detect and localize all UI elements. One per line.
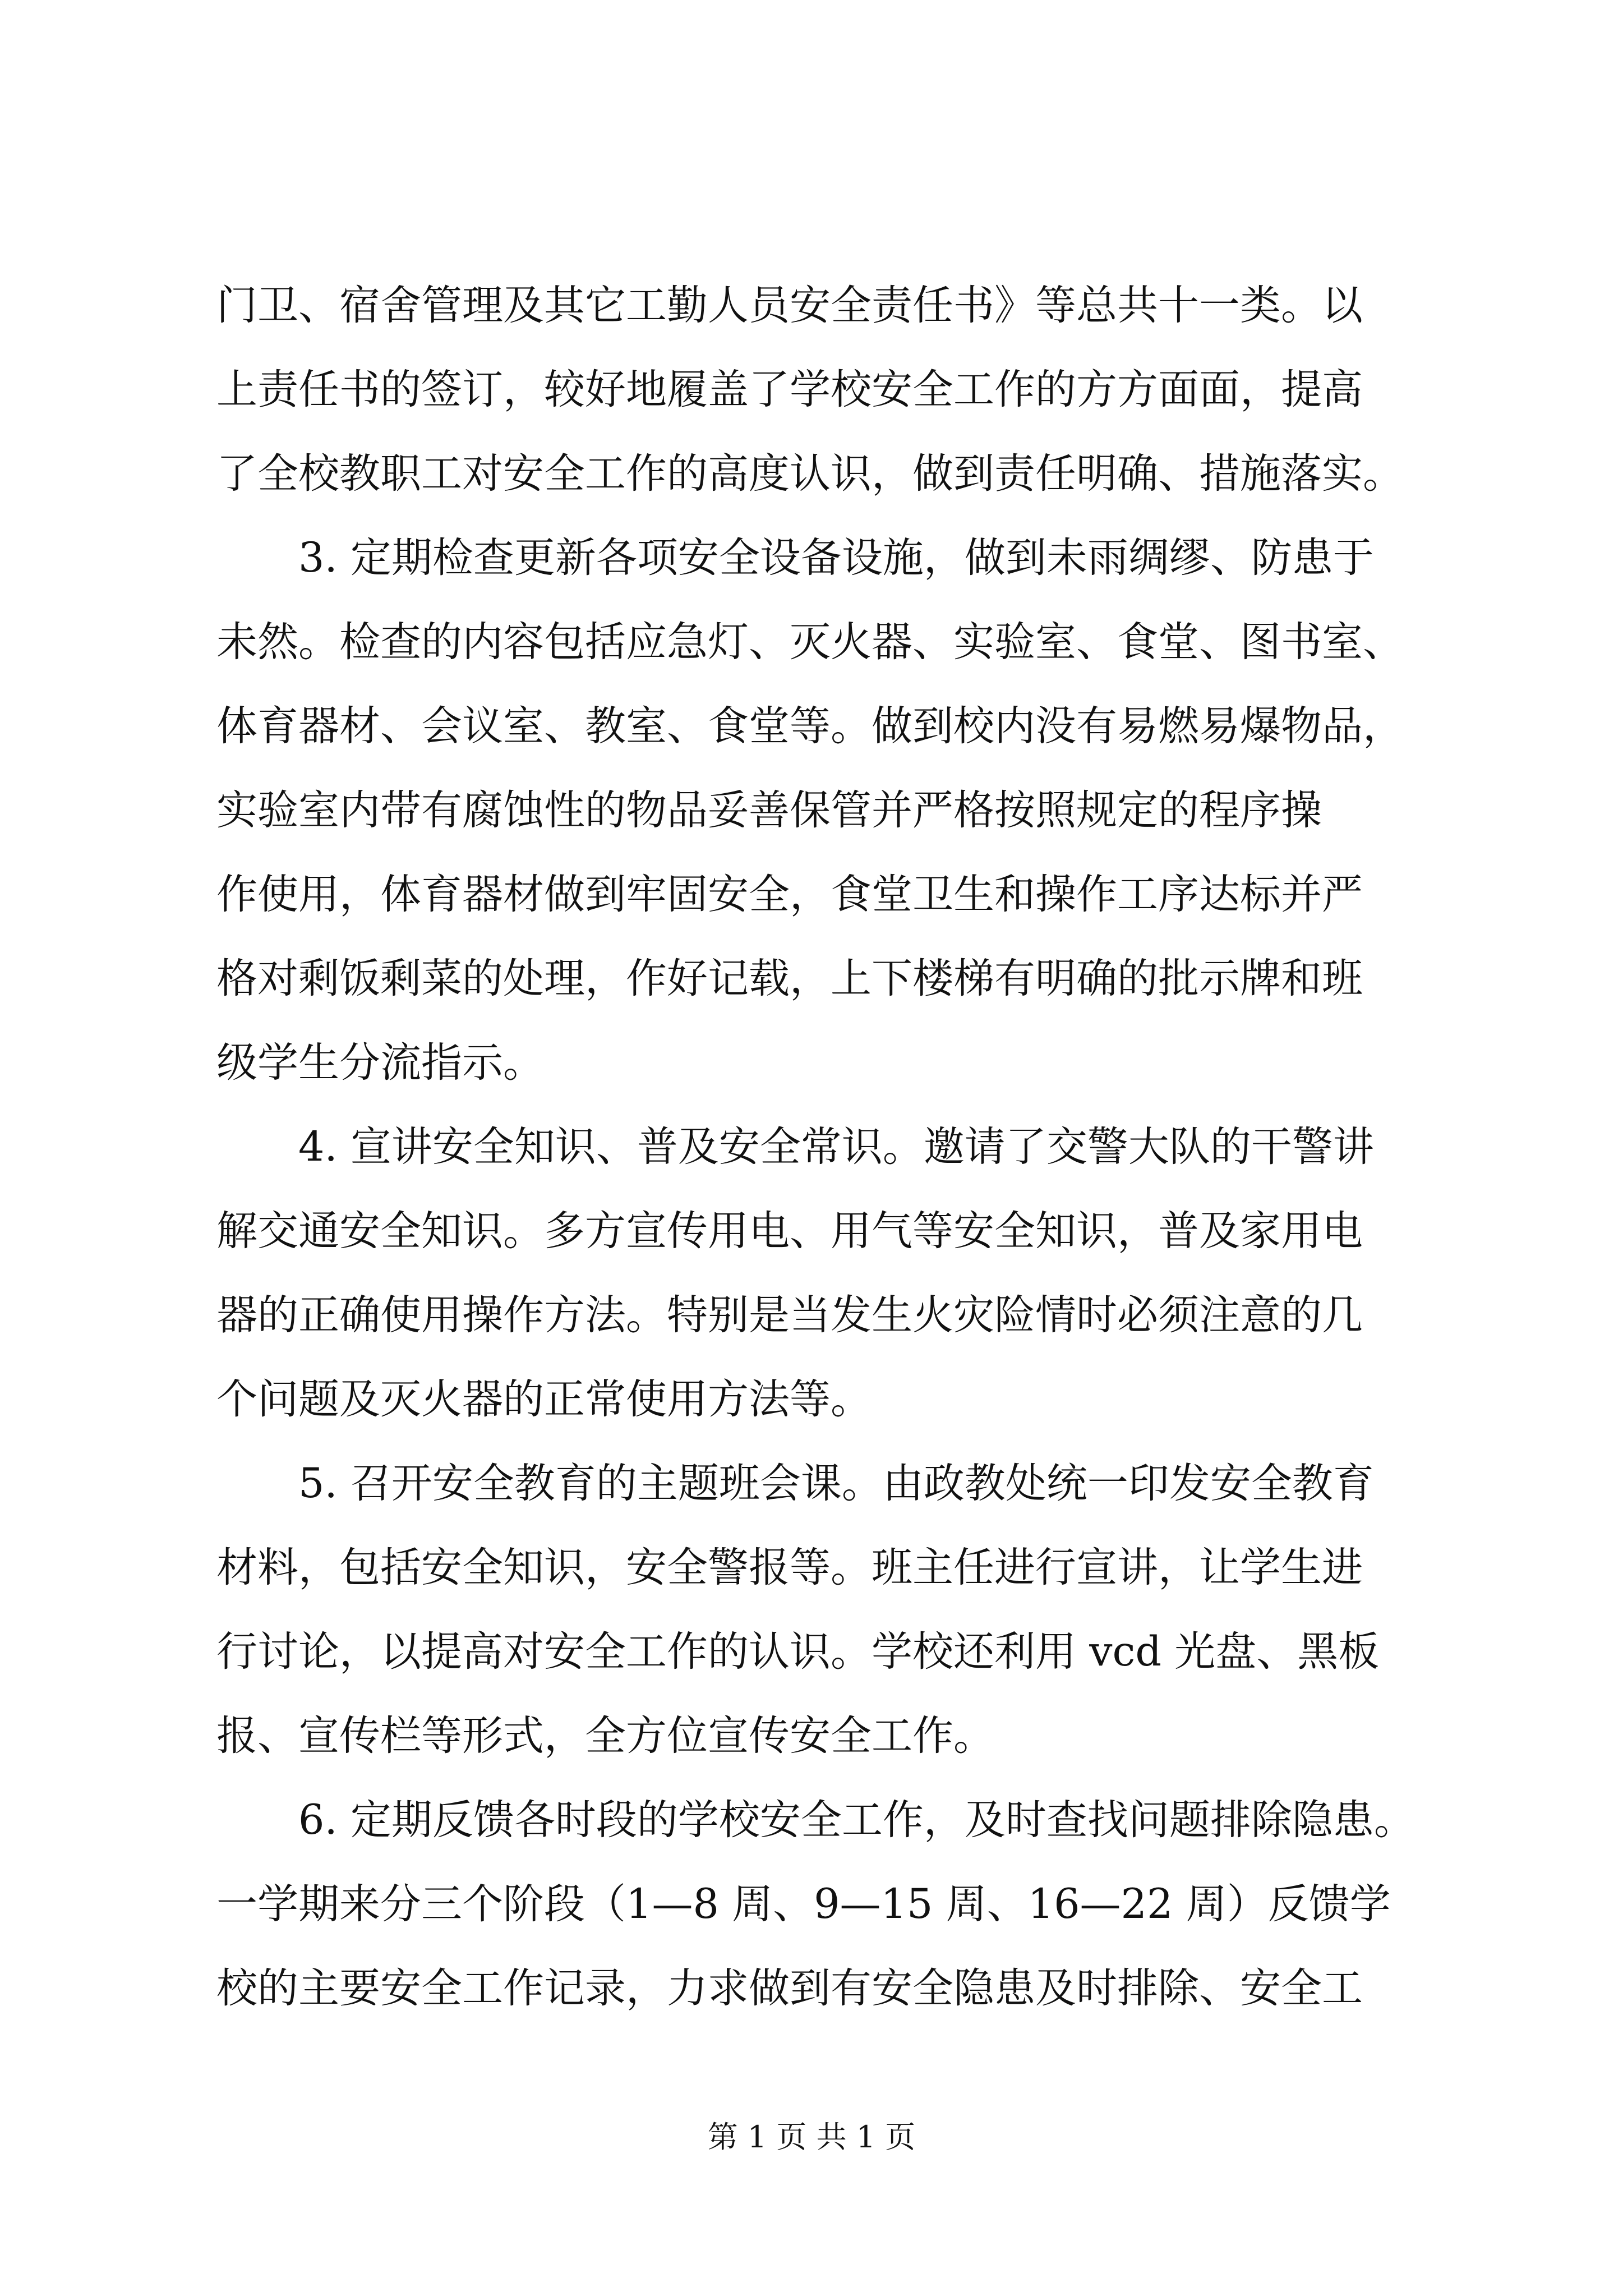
text-line: 个问题及灭火器的正常使用方法等。	[216, 1375, 872, 1423]
paragraph-5-start: 5. 召开安全教育的主题班会课。由政教处统一印发安全教育	[298, 1460, 1374, 1507]
paragraph-3-start: 3. 定期检查更新各项安全设备设施，做到未雨绸缪、防患于	[298, 534, 1374, 582]
page-footer: 第 1 页 共 1 页	[707, 2119, 916, 2155]
text-line: 报、宣传栏等形式，全方位宣传安全工作。	[216, 1712, 994, 1760]
paragraph-4-start: 4. 宣讲安全知识、普及安全常识。邀请了交警大队的干警讲	[298, 1123, 1374, 1171]
text-line: 体育器材、会议室、教室、食堂等。做到校内没有易燃易爆物品，	[216, 702, 1404, 750]
text-line: 行讨论，以提高对安全工作的认识。学校还利用 vcd 光盘、黑板	[216, 1628, 1380, 1676]
text-line: 级学生分流指示。	[216, 1039, 544, 1087]
text-line: 了全校教职工对安全工作的高度认识，做到责任明确、措施落实。	[216, 450, 1404, 498]
text-line: 实验室内带有腐蚀性的物品妥善保管并严格按照规定的程序操	[216, 786, 1322, 834]
text-line: 一学期来分三个阶段（1—8 周、9—15 周、16—22 周）反馈学	[216, 1880, 1391, 1928]
text-line: 校的主要安全工作记录，力求做到有安全隐患及时排除、安全工	[216, 1964, 1363, 2012]
text-line: 未然。检查的内容包括应急灯、灭火器、实验室、食堂、图书室、	[216, 618, 1404, 666]
text-line: 解交通安全知识。多方宣传用电、用气等安全知识，普及家用电	[216, 1207, 1363, 1255]
document-body	[216, 264, 1415, 2031]
text-line: 材料，包括安全知识，安全警报等。班主任进行宣讲，让学生进	[216, 1544, 1363, 1591]
text-line: 作使用，体育器材做到牢固安全，食堂卫生和操作工序达标并严	[216, 871, 1363, 918]
text-line: 上责任书的签订，较好地履盖了学校安全工作的方方面面，提高	[216, 366, 1363, 413]
text-line: 器的正确使用操作方法。特别是当发生火灾险情时必须注意的几	[216, 1291, 1363, 1339]
text-line: 格对剩饭剩菜的处理，作好记载，上下楼梯有明确的批示牌和班	[216, 955, 1363, 1002]
paragraph-6-start: 6. 定期反馈各时段的学校安全工作，及时查找问题排除隐患。	[298, 1796, 1415, 1844]
text-line: 门卫、宿舍管理及其它工勤人员安全责任书》等总共十一类。以	[216, 282, 1363, 329]
